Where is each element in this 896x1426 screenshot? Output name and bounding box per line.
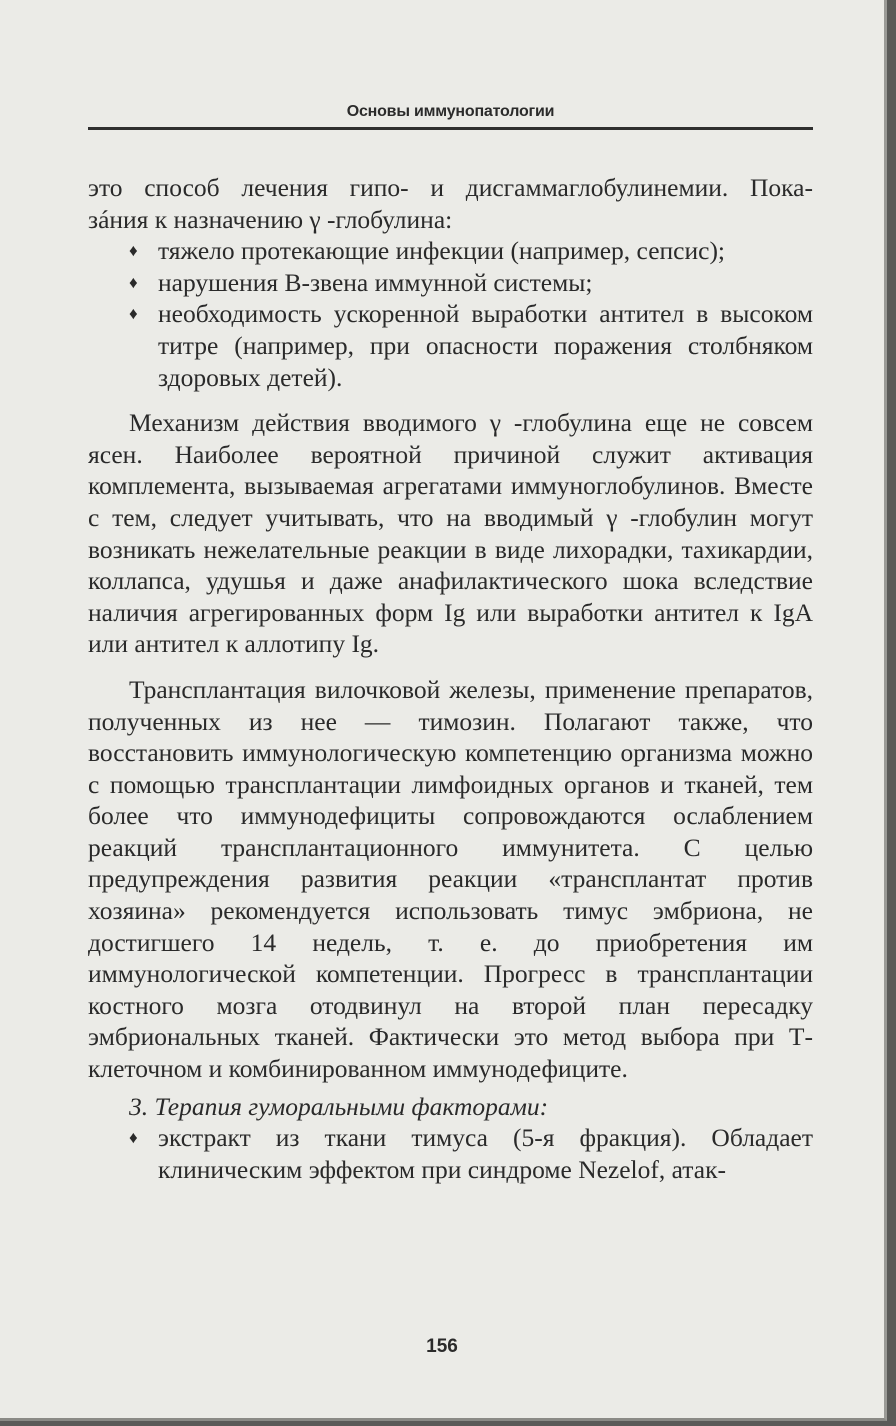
diamond-bullet-icon: ♦ xyxy=(129,304,138,324)
list-item-text: необходимость ускоренной выработки антител в высоком титре (например, при опасности поражения столбняком здоровых детей). xyxy=(158,299,813,392)
header-rule xyxy=(88,127,813,130)
list-item-text: экстракт из ткани тимуса (5-я фракция). Обладает клиническим эффектом при синдроме Nezelof, атак- xyxy=(158,1123,813,1184)
indications-list xyxy=(88,235,813,393)
list-item xyxy=(129,235,813,267)
paragraph-mechanism: Механизм действия вводимого γ -глобулина еще не совсем ясен. Наиболее вероятной причиной служит активация комплемента, вызываемая агрегатами иммуноглобулинов. Вместе с тем, следует учитывать, что на вводимый γ -глобулин могут возникать нежелательные реакции в виде лихорадки, тахикардии, коллапса, удушья и даже анафилактического шока вследствие наличия агрегированных форм Ig или выработки антител к IgA или антител к аллотипу Ig. xyxy=(88,408,813,659)
list-item xyxy=(129,298,813,393)
list-item-text: тяжело протекающие инфекции (например, сепсис); xyxy=(158,236,726,266)
list-item-text: нарушения В-звена иммунной системы; xyxy=(158,267,593,297)
diamond-bullet-icon: ♦ xyxy=(129,1128,138,1148)
running-header: Основы иммунопатологии xyxy=(346,103,555,120)
intro-line: зáния к назначению γ -глобулина: xyxy=(88,204,453,234)
paragraph-thymus: Трансплантация вилочковой железы, применение препаратов, полученных из нее — тимозин. Полагают также, что восстановить иммунологическую компетенцию организма можно с помощью трансплантации лимфоидных органов и тканей, тем более что иммунодефициты сопровождаются ослаблением реакций трансплантационного иммунитета. С целью предупреждения развития реакции «трансплантат против хозяина» рекомендуется использовать тимус эмбриона, не достигшего 14 недель, т. е. до приобретения им иммунологической компетенции. Прогресс в трансплантации костного мозга отодвинул на второй план пересадку эмбриональных тканей. Фактически это метод выбора при Т-клеточном и комбинированном иммунодефиците. xyxy=(88,674,813,1084)
page-number: 156 xyxy=(426,1336,458,1357)
body-text xyxy=(88,172,813,1185)
list-item xyxy=(129,267,813,299)
list-item xyxy=(129,1122,813,1185)
diamond-bullet-icon: ♦ xyxy=(129,272,138,292)
intro-line: это способ лечения гипо- и дисгаммаглобулинемии. Пока- xyxy=(88,173,813,202)
humoral-factors-list xyxy=(88,1122,813,1185)
section-heading: 3. Терапия гуморальными факторами: xyxy=(129,1091,549,1121)
diamond-bullet-icon: ♦ xyxy=(129,241,138,261)
